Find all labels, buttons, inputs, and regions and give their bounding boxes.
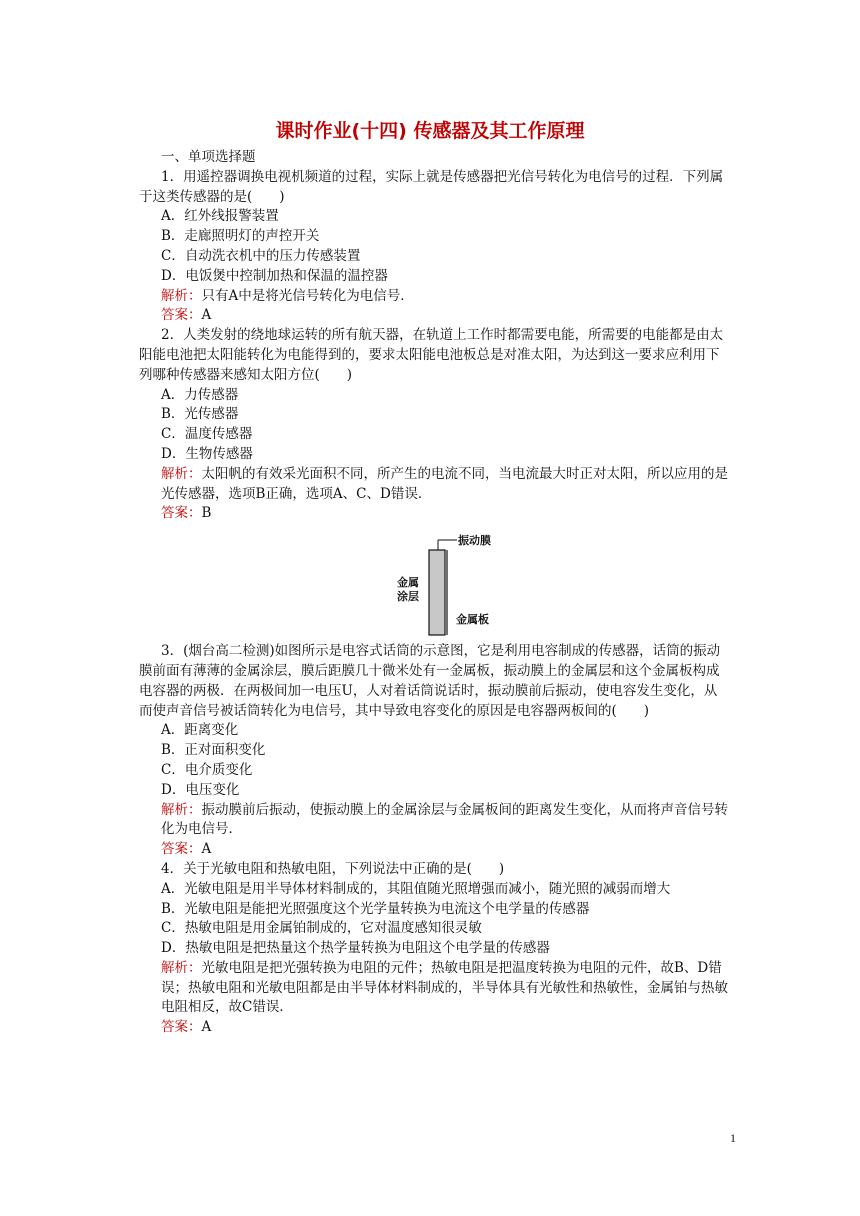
question-2-stem: 2．人类发射的绕地球运转的所有航天器，在轨道上工作时都需要电能，所需要的电能都是由太阳能电池把太阳能转化为电能得到的，要求太阳能电池板总是对准太阳，为达到这一要求应利用下列哪种传感器来感知太阳方位( ): [139, 327, 724, 383]
section-heading: 一、单项选择题: [161, 149, 256, 165]
question-4-answer: [139, 1018, 729, 1038]
metal-coating-rect: [429, 550, 445, 635]
question-2-answer: [139, 504, 729, 524]
answer-label: 答案：: [161, 505, 202, 522]
analysis-label: 解析：: [161, 287, 202, 304]
question-3-option-a: A．距离变化: [161, 722, 239, 739]
question-4-option-b: B．光敏电阻是能把光照强度这个光学量转换为电流这个电学量的传感器: [161, 900, 590, 917]
microphone-figure: [139, 527, 729, 639]
analysis-label: 解析：: [161, 959, 202, 976]
label-coating-2: 涂层: [397, 590, 419, 604]
page-title: 课时作业(十四) 传感器及其工作原理: [275, 120, 585, 142]
question-4-option-c: C．热敏电阻是用金属铂制成的，它对温度感知很灵敏: [161, 920, 482, 937]
label-coating-1: 金属: [397, 576, 419, 590]
question-3-option-c: C．电介质变化: [161, 761, 253, 778]
analysis-label: 解析：: [161, 801, 202, 818]
question-4-analysis: [139, 959, 729, 1018]
question-1-answer-value: A: [201, 307, 212, 324]
answer-label: 答案：: [161, 307, 202, 324]
question-2-analysis-text: 太阳帆的有效采光面积不同，所产生的电流不同，当电流最大时正对太阳，所以应用的是光传感器，选项B正确，选项A、C、D错误．: [161, 465, 728, 502]
answer-label: 答案：: [161, 1019, 202, 1036]
page-number: 1: [730, 1131, 736, 1145]
question-2-answer-value: B: [201, 505, 212, 522]
question-1-option-c: C．自动洗衣机中的压力传感装置: [161, 247, 361, 264]
question-4-stem: 4．关于光敏电阻和热敏电阻，下列说法中正确的是( ): [161, 860, 505, 877]
question-1-stem: 1．用遥控器调换电视机频道的过程，实际上就是传感器把光信号转化为电信号的过程．下列属于这类传感器的是( ): [139, 168, 724, 205]
question-2-option-c: C．温度传感器: [161, 426, 253, 443]
question-1-option-d: D．电饭煲中控制加热和保温的温控器: [161, 267, 388, 284]
question-4-analysis-text: 光敏电阻是把光强转换为电阻的元件；热敏电阻是把温度转换为电阻的元件，故B、D错误；热敏电阻和光敏电阻都是由半导体材料制成的，半导体具有光敏性和热敏性，金属铂与热敏电阻相反，故C错误．: [161, 959, 728, 1016]
question-4-option-a: A．光敏电阻是用半导体材料制成的，其阻值随光照增强而减小，随光照的减弱而增大: [161, 880, 671, 897]
question-3-answer-value: A: [201, 841, 212, 858]
question-2-option-b: B．光传感器: [161, 406, 239, 423]
question-1-option-b: B．走廊照明灯的声控开关: [161, 228, 320, 245]
question-2-analysis: [139, 465, 729, 505]
question-3-option-b: B．正对面积变化: [161, 742, 266, 759]
question-2-option-a: A．力传感器: [161, 386, 239, 403]
question-1-analysis-text: 只有A中是将光信号转化为电信号．: [201, 287, 414, 304]
question-3-analysis-text: 振动膜前后振动，使振动膜上的金属涂层与金属板间的距离发生变化，从而将声音信号转化为电信号．: [161, 801, 728, 838]
question-3-stem: 3．(烟台高二检测)如图所示是电容式话筒的示意图，它是利用电容制成的传感器，话筒的振动膜前面有薄薄的金属涂层，膜后距膜几十微米处有一金属板，振动膜上的金属层和这个金属板构成电容器的两极．在两极间加一电压U，人对着话筒说话时，振动膜前后振动，使电容发生变化，从而使声音信号被话筒转化为电信号，其中导致电容变化的原因是电容器两板间的( ): [139, 643, 721, 719]
question-1-answer: [139, 306, 729, 326]
document-body: [139, 148, 729, 1038]
microphone-diagram: [394, 527, 504, 639]
analysis-label: 解析：: [161, 465, 202, 482]
question-3-analysis: [139, 801, 729, 841]
question-1-option-a: A．红外线报警装置: [161, 208, 279, 225]
question-4-answer-value: A: [201, 1019, 212, 1036]
answer-label: 答案：: [161, 841, 202, 858]
label-plate: 金属板: [456, 613, 489, 627]
label-diaphragm: 振动膜: [458, 534, 491, 548]
question-3-answer: [139, 840, 729, 860]
question-4-option-d: D．热敏电阻是把热量这个热学量转换为电阻这个电学量的传感器: [161, 940, 550, 957]
question-3-option-d: D．电压变化: [161, 781, 240, 798]
question-1-analysis: [139, 287, 729, 307]
question-2-option-d: D．生物传感器: [161, 445, 253, 462]
